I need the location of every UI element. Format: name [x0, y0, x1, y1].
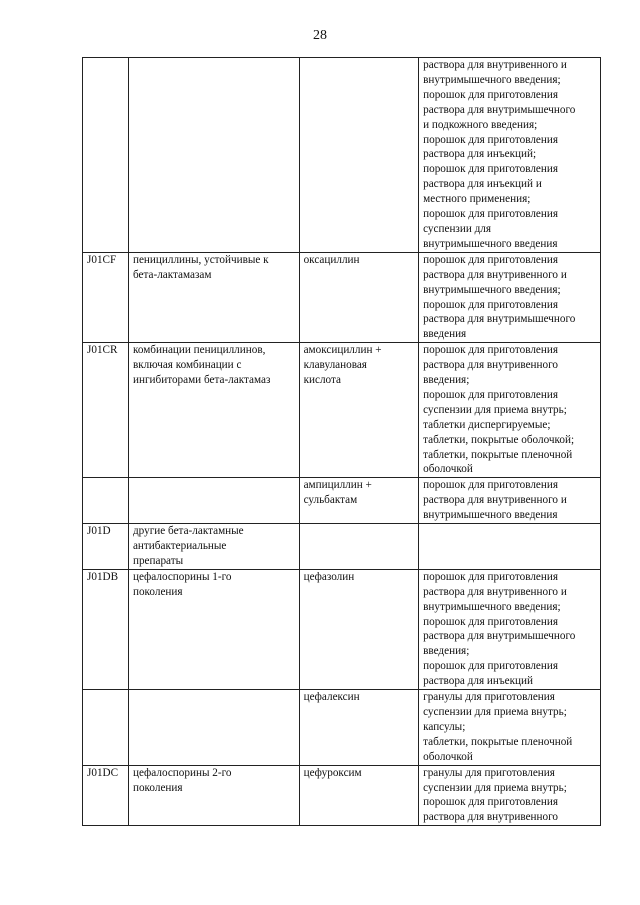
atc-code-cell — [83, 524, 129, 570]
group-name-cell — [128, 343, 299, 478]
cell-text-line: раствора для инъекций — [423, 675, 534, 688]
group-name-cell — [128, 58, 299, 253]
cell-text-line: и подкожного введения; — [423, 118, 538, 131]
group-name-cell — [128, 569, 299, 689]
drug-name-cell — [299, 765, 419, 826]
cell-text-line: раствора для внутривенного и — [423, 268, 567, 281]
cell-text-line: таблетки диспергируемые; — [423, 418, 551, 431]
dosage-forms-cell — [419, 690, 601, 766]
group-name-cell — [128, 690, 299, 766]
table-body — [83, 58, 601, 826]
dosage-forms-cell — [419, 343, 601, 478]
cell-text-line: другие бета-лактамные — [132, 525, 244, 538]
drug-name-cell — [299, 478, 419, 524]
cell-text-line: суспензии для приема внутрь; — [423, 403, 567, 416]
cell-text-line: гранулы для приготовления — [423, 691, 555, 704]
cell-text-line: раствора для инъекций; — [423, 148, 537, 161]
atc-code-cell — [83, 478, 129, 524]
cell-text-line: цефалексин — [303, 691, 360, 704]
cell-text-line: суспензии для — [423, 222, 492, 235]
cell-text-line: цефуроксим — [303, 766, 362, 779]
cell-text-line: цефазолин — [303, 570, 355, 583]
cell-text-line: гранулы для приготовления — [423, 766, 555, 779]
table-row — [83, 58, 601, 253]
table-row — [83, 690, 601, 766]
drug-name-cell — [299, 252, 419, 342]
table-row — [83, 252, 601, 342]
cell-text-line: цефалоспорины 1-го — [132, 570, 232, 583]
cell-text-line: порошок для приготовления — [423, 570, 558, 583]
cell-text-line: порошок для приготовления — [423, 253, 558, 266]
cell-text-line: антибактериальные — [132, 540, 227, 552]
cell-text-line: суспензии для приема внутрь; — [423, 705, 567, 718]
cell-text-line: амоксициллин + — [303, 344, 382, 357]
cell-text-line: ингибиторами бета-лактамаз — [132, 374, 271, 387]
cell-text-line: порошок для приготовления — [423, 298, 558, 311]
cell-text-line: порошок для приготовления — [423, 133, 558, 146]
table-row — [83, 569, 601, 689]
group-name-cell — [128, 524, 299, 570]
cell-text-line: раствора для внутривенного — [423, 811, 559, 824]
atc-code-cell — [83, 569, 129, 689]
cell-text-line: J01CF — [87, 253, 117, 266]
cell-text-line: раствора для внутримышечного — [423, 313, 576, 326]
cell-text-line: поколения — [132, 781, 183, 794]
cell-text-line: бета-лактамазам — [132, 268, 212, 281]
dosage-forms-cell — [419, 569, 601, 689]
group-name-cell — [128, 478, 299, 524]
cell-text-line: порошок для приготовления — [423, 796, 558, 809]
cell-text-line: внутримышечного введения — [423, 509, 558, 522]
cell-text-line: таблетки, покрытые пленочной — [423, 448, 573, 461]
table-row — [83, 765, 601, 826]
table-row — [83, 343, 601, 478]
cell-text-line: порошок для приготовления — [423, 479, 558, 492]
drug-name-cell — [299, 524, 419, 570]
cell-text-line: раствора для внутримышечного — [423, 103, 576, 116]
cell-text-line: порошок для приготовления — [423, 388, 558, 401]
cell-text-line: внутримышечного введения; — [423, 283, 561, 296]
cell-text-line: оболочкой — [423, 750, 473, 763]
cell-text-line: раствора для инъекций и — [423, 178, 542, 191]
cell-text-line: J01D — [87, 525, 111, 538]
page-number: 28 — [313, 28, 327, 43]
atc-code-cell — [83, 690, 129, 766]
cell-text-line: сульбактам — [303, 494, 358, 507]
group-name-cell — [128, 252, 299, 342]
cell-text-line: цефалоспорины 2-го — [132, 766, 232, 779]
cell-text-line: оксациллин — [303, 253, 360, 266]
cell-text-line: раствора для внутривенного и — [423, 494, 567, 507]
cell-text-line: порошок для приготовления — [423, 208, 558, 221]
dosage-forms-cell — [419, 58, 601, 253]
cell-text-line: внутримышечного введения; — [423, 73, 561, 86]
cell-text-line: раствора для внутривенного и — [423, 59, 567, 71]
dosage-forms-cell — [419, 524, 601, 570]
dosage-forms-cell — [419, 252, 601, 342]
cell-text-line: препараты — [132, 554, 184, 567]
cell-text-line: таблетки, покрытые пленочной — [423, 735, 573, 748]
cell-text-line: пенициллины, устойчивые к — [132, 253, 269, 266]
drug-name-cell — [299, 58, 419, 253]
table-row — [83, 524, 601, 570]
cell-text-line: порошок для приготовления — [423, 88, 558, 101]
cell-text-line: ампициллин + — [303, 479, 372, 492]
dosage-forms-cell — [419, 478, 601, 524]
atc-code-cell — [83, 343, 129, 478]
cell-text-line: введения — [423, 328, 467, 341]
cell-text-line: поколения — [132, 585, 183, 598]
cell-text-line: раствора для внутримышечного — [423, 630, 576, 643]
cell-text-line: капсулы; — [423, 720, 466, 733]
group-name-cell — [128, 765, 299, 826]
cell-text-line: внутримышечного введения — [423, 237, 558, 250]
dosage-forms-cell — [419, 765, 601, 826]
cell-text-line: комбинации пенициллинов, — [132, 344, 266, 357]
cell-text-line: порошок для приготовления — [423, 660, 558, 673]
cell-text-line: введения; — [423, 374, 470, 387]
table-row — [83, 478, 601, 524]
cell-text-line: раствора для внутривенного — [423, 359, 559, 372]
cell-text-line: оболочкой — [423, 463, 473, 476]
atc-code-cell — [83, 58, 129, 253]
cell-text-line: J01DB — [87, 570, 119, 583]
cell-text-line: введения; — [423, 645, 470, 658]
cell-text-line: порошок для приготовления — [423, 163, 558, 176]
cell-text-line: порошок для приготовления — [423, 615, 558, 628]
cell-text-line: местного применения; — [423, 193, 531, 206]
cell-text-line: кислота — [303, 374, 341, 387]
cell-text-line: J01DC — [87, 766, 119, 779]
cell-text-line: внутримышечного введения; — [423, 600, 561, 613]
drug-classification-table — [82, 57, 601, 826]
atc-code-cell — [83, 765, 129, 826]
drug-name-cell — [299, 343, 419, 478]
atc-code-cell — [83, 252, 129, 342]
drug-name-cell — [299, 569, 419, 689]
cell-text-line: включая комбинации с — [132, 359, 242, 372]
cell-text-line: таблетки, покрытые оболочкой; — [423, 433, 575, 446]
drug-name-cell — [299, 690, 419, 766]
cell-text-line: J01CR — [87, 344, 118, 357]
cell-text-line: порошок для приготовления — [423, 344, 558, 357]
cell-text-line: клавулановая — [303, 359, 367, 372]
cell-text-line: раствора для внутривенного и — [423, 585, 567, 598]
cell-text-line: суспензии для приема внутрь; — [423, 781, 567, 794]
